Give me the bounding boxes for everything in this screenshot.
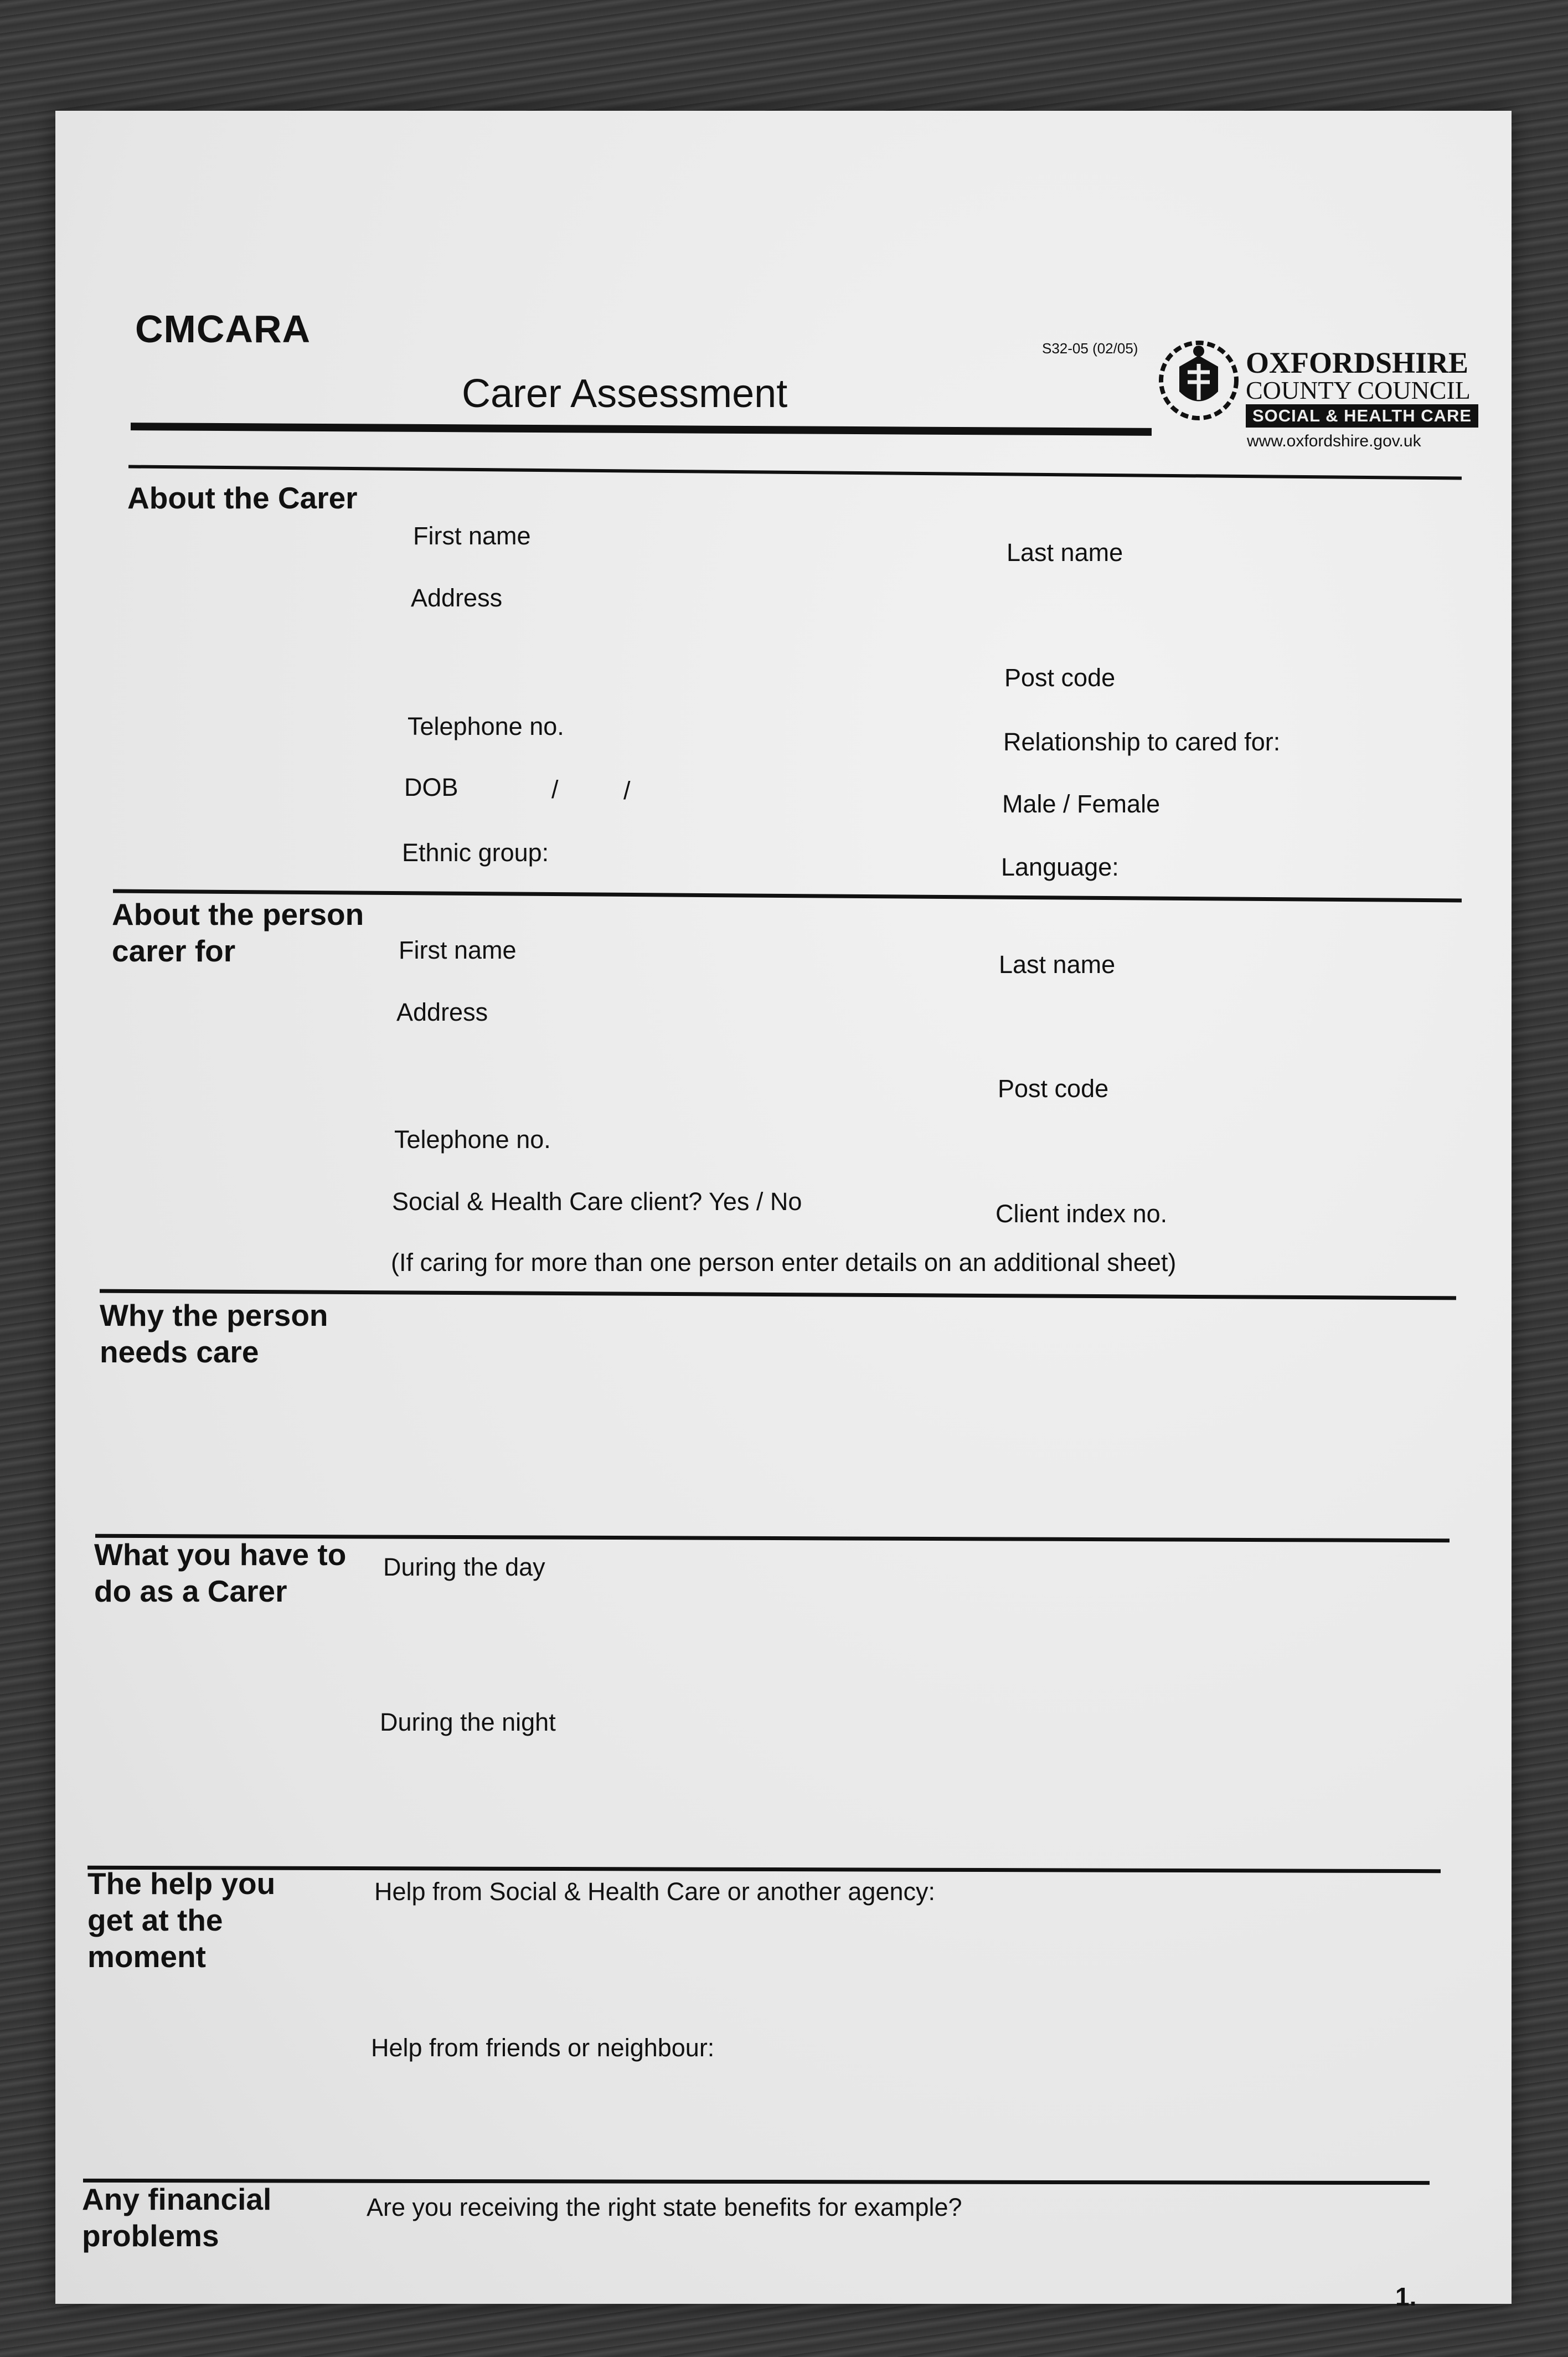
carer-gender-label: Male / Female <box>1002 790 1160 818</box>
form-reference: S32-05 (02/05) <box>1042 340 1138 357</box>
during-day-label: During the day <box>383 1553 545 1581</box>
section-heading-about-person: About the person carer for <box>112 897 364 968</box>
carer-post-code-label: Post code <box>1004 663 1116 692</box>
logo-line-2: COUNTY COUNCIL <box>1246 376 1471 404</box>
person-telephone-label: Telephone no. <box>394 1125 551 1154</box>
form-title: Carer Assessment <box>462 372 788 416</box>
carer-first-name-label: First name <box>413 522 531 550</box>
carer-telephone-label: Telephone no. <box>408 712 564 740</box>
carer-dob-separator-1: / <box>551 775 559 804</box>
section-heading-why-care: Why the person needs care <box>100 1298 328 1369</box>
logo-line-1: OXFORDSHIRE <box>1246 346 1469 379</box>
council-crest-icon <box>1157 339 1240 422</box>
person-address-label: Address <box>396 998 488 1026</box>
friends-help-label: Help from friends or neighbour: <box>371 2034 715 2062</box>
form-page <box>55 111 1512 2311</box>
section-heading-what-to-do: What you have to do as a Carer <box>94 1537 347 1608</box>
carer-ethnic-group-label: Ethnic group: <box>402 838 549 867</box>
benefits-question: Are you receiving the right state benefits for example? <box>367 2193 962 2221</box>
header-rule <box>131 423 1152 436</box>
agency-help-label: Help from Social & Health Care or another agency: <box>374 1877 936 1906</box>
carer-language-label: Language: <box>1001 853 1119 881</box>
during-night-label: During the night <box>380 1708 556 1736</box>
logo-website: www.oxfordshire.gov.uk <box>1247 432 1421 450</box>
person-first-name-label: First name <box>399 936 517 964</box>
person-client-index-label: Client index no. <box>996 1200 1168 1228</box>
person-post-code-label: Post code <box>998 1074 1109 1103</box>
person-last-name-label: Last name <box>999 950 1116 979</box>
person-client-question: Social & Health Care client? Yes / No <box>392 1187 802 1216</box>
multiple-persons-note: (If caring for more than one person enter details on an additional sheet) <box>391 1248 1177 1277</box>
section-heading-about-carer: About the Carer <box>127 481 358 515</box>
form-code: CMCARA <box>135 307 311 351</box>
section-heading-help-now: The help you get at the moment <box>87 1866 276 1974</box>
section-rule-1 <box>128 465 1462 480</box>
carer-dob-separator-2: / <box>623 776 631 805</box>
section-heading-financial: Any financial problems <box>82 2182 272 2253</box>
carer-address-label: Address <box>411 584 503 612</box>
carer-relationship-label: Relationship to cared for: <box>1003 728 1281 756</box>
carer-last-name-label: Last name <box>1007 538 1123 567</box>
carer-dob-label: DOB <box>404 773 458 801</box>
page-number: 1. <box>1395 2282 1417 2311</box>
logo-line-3: SOCIAL & HEALTH CARE <box>1246 404 1478 428</box>
